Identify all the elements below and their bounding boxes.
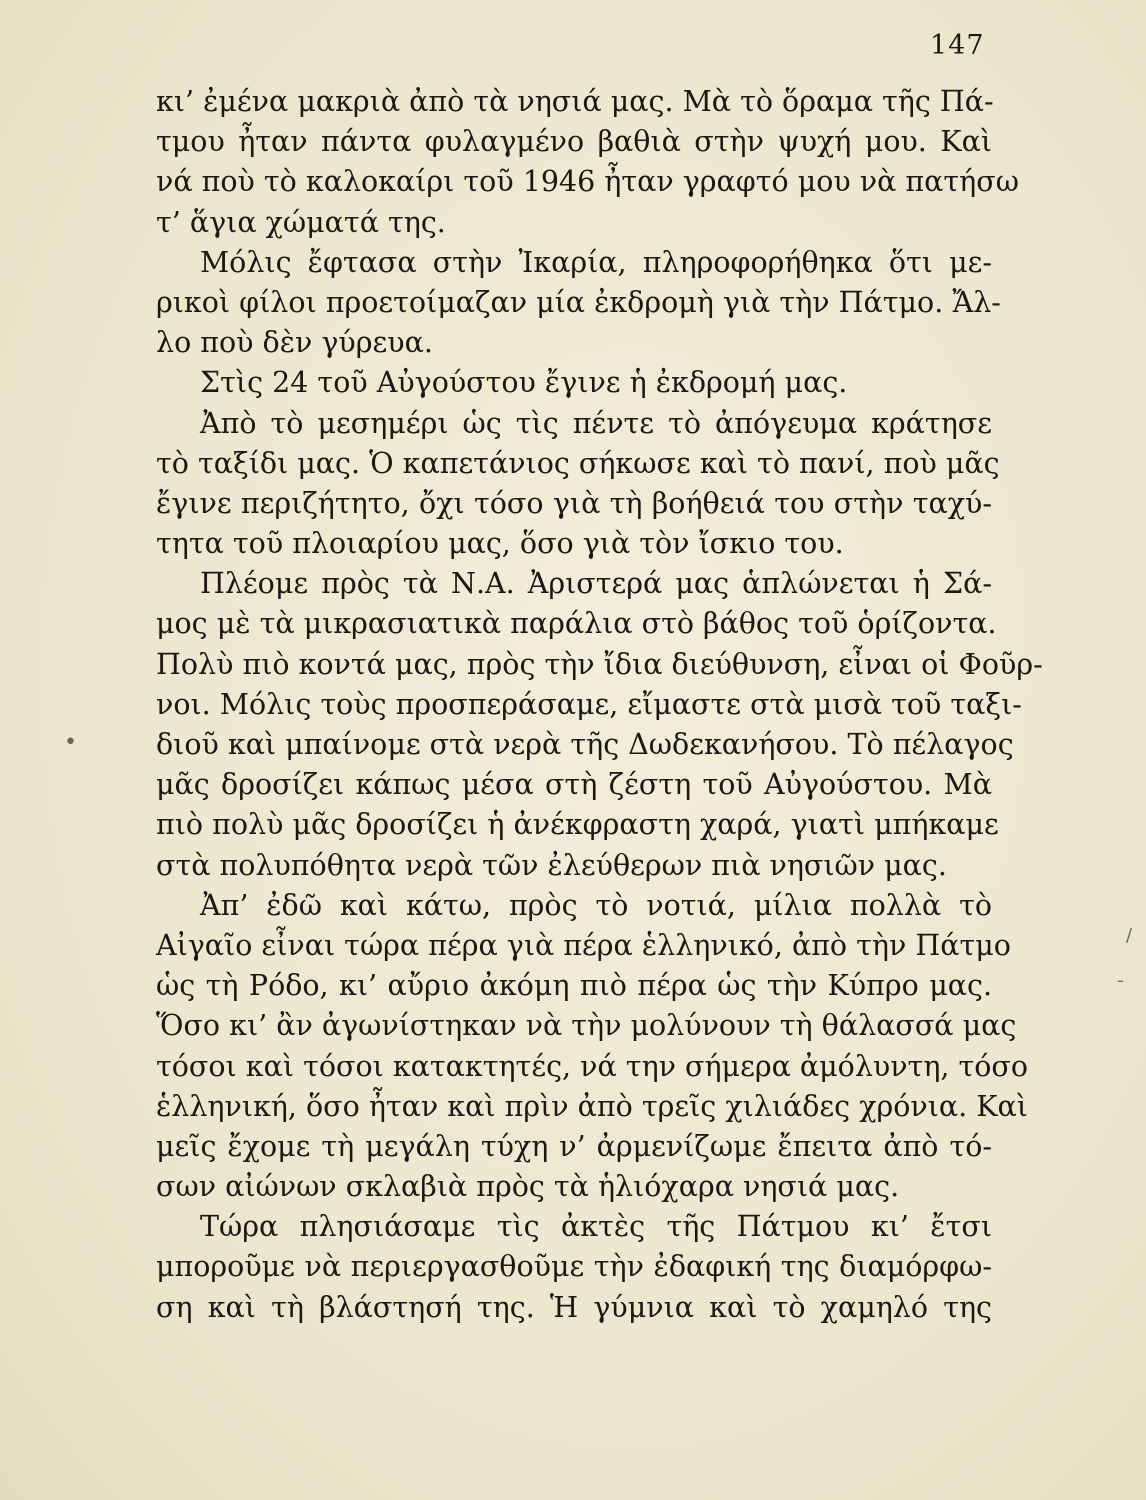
margin-tick-mark: ˉ	[1116, 978, 1125, 999]
text-line: Πλέομε πρὸς τὰ Ν.Α. Ἀριστερά μας ἁπλώνεται ἡ Σά-	[200, 567, 992, 601]
text-line: ἑλληνική, ὅσο ἦταν καὶ πρὶν ἀπὸ τρεῖς χιλιάδες χρόνια. Καὶ	[156, 1089, 1028, 1123]
text-line: Ἀπὸ τὸ μεσημέρι ὡς τὶς πέντε τὸ ἀπόγευμα κράτησε	[200, 406, 992, 440]
text-line: τητα τοῦ πλοιαρίου μας, ὅσο γιὰ τὸν ἴσκιο του.	[156, 527, 844, 561]
text-line: Ἀπ’ ἐδῶ καὶ κάτω, πρὸς τὸ νοτιά, μίλια πολλὰ τὸ	[200, 888, 992, 922]
text-line: τμου ἦταν πάντα φυλαγμένο βαθιὰ στὴν ψυχή μου. Καὶ	[156, 125, 992, 159]
margin-dot-mark: •	[64, 730, 77, 755]
text-line: νοι. Μόλις τοὺς προσπεράσαμε, εἴμαστε στὰ μισὰ τοῦ ταξι-	[156, 687, 1022, 721]
text-line: ρικοὶ φίλοι προετοίμαζαν μία ἐκδρομὴ γιὰ τὴν Πάτμο. Ἄλ-	[156, 285, 1001, 319]
text-line: ἔγινε περιζήτητο, ὄχι τόσο γιὰ τὴ βοήθειά του στὴν ταχύ-	[156, 486, 992, 520]
text-line: τόσοι καὶ τόσοι κατακτητές, νά την σήμερα ἀμόλυντη, τόσο	[156, 1049, 1029, 1083]
text-line: ὡς τὴ Ρόδο, κι’ αὔριο ἀκόμη πιὸ πέρα ὡς τὴν Κύπρο μας.	[156, 969, 992, 1003]
text-line: μος μὲ τὰ μικρασιατικὰ παράλια στὸ βάθος τοῦ ὁρίζοντα.	[156, 607, 997, 641]
text-line: Στὶς 24 τοῦ Αὐγούστου ἔγινε ἡ ἐκδρομή μας.	[200, 366, 848, 400]
page-number: 147	[930, 30, 985, 61]
text-line: μᾶς δροσίζει κάπως μέσα στὴ ζέστη τοῦ Αὐγούστου. Μὰ	[156, 768, 992, 802]
text-line: Μόλις ἔφτασα στὴν Ἰκαρία, πληροφορήθηκα ὅτι με-	[200, 245, 992, 279]
text-line: Πολὺ πιὸ κοντά μας, πρὸς τὴν ἴδια διεύθυνση, εἶναι οἱ Φοῦρ-	[156, 647, 1043, 681]
text-line: διοῦ καὶ μπαίνομε στὰ νερὰ τῆς Δωδεκανήσου. Τὸ πέλαγος	[156, 728, 1014, 761]
text-line: νά ποὺ τὸ καλοκαίρι τοῦ 1946 ἦταν γραφτό μου νὰ πατήσω	[156, 165, 1019, 199]
text-line: λο ποὺ δὲν γύρευα.	[156, 326, 433, 360]
text-line: Ὅσο κι’ ἂν ἀγωνίστηκαν νὰ τὴν μολύνουν τὴ θάλασσά μας	[156, 1009, 1017, 1043]
text-line: Τώρα πλησιάσαμε τὶς ἀκτὲς τῆς Πάτμου κι’ ἔτσι	[200, 1210, 992, 1244]
text-line: μεῖς ἔχομε τὴ μεγάλη τύχη ν’ ἀρμενίζωμε ἔπειτα ἀπὸ τό-	[156, 1129, 992, 1163]
text-line: πιὸ πολὺ μᾶς δροσίζει ἡ ἀνέκφραστη χαρά, γιατὶ μπήκαμε	[156, 808, 999, 842]
text-line: τὸ ταξίδι μας. Ὁ καπετάνιος σήκωσε καὶ τὸ πανί, ποὺ μᾶς	[156, 446, 1000, 480]
text-line: Αἰγαῖο εἶναι τώρα πέρα γιὰ πέρα ἑλληνικό, ἀπὸ τὴν Πάτμο	[156, 928, 1011, 962]
body-text	[156, 82, 1043, 1328]
text-line: κι’ ἐμένα μακριὰ ἀπὸ τὰ νησιά μας. Μὰ τὸ ὅραμα τῆς Πά-	[156, 85, 994, 118]
text-line: στὰ πολυπόθητα νερὰ τῶν ἐλεύθερων πιὰ νησιῶν μας.	[156, 848, 947, 882]
text-line: ση καὶ τὴ βλάστησή της. Ἡ γύμνια καὶ τὸ χαμηλό της	[156, 1290, 992, 1324]
text-line: σων αἰώνων σκλαβιὰ πρὸς τὰ ἡλιόχαρα νησιά μας.	[156, 1170, 900, 1204]
margin-slash-mark: /	[1126, 925, 1133, 946]
text-line: τ’ ἅγια χώματά της.	[156, 205, 446, 239]
text-line: μποροῦμε νὰ περιεργασθοῦμε τὴν ἐδαφική της διαμόρφω-	[156, 1250, 992, 1284]
